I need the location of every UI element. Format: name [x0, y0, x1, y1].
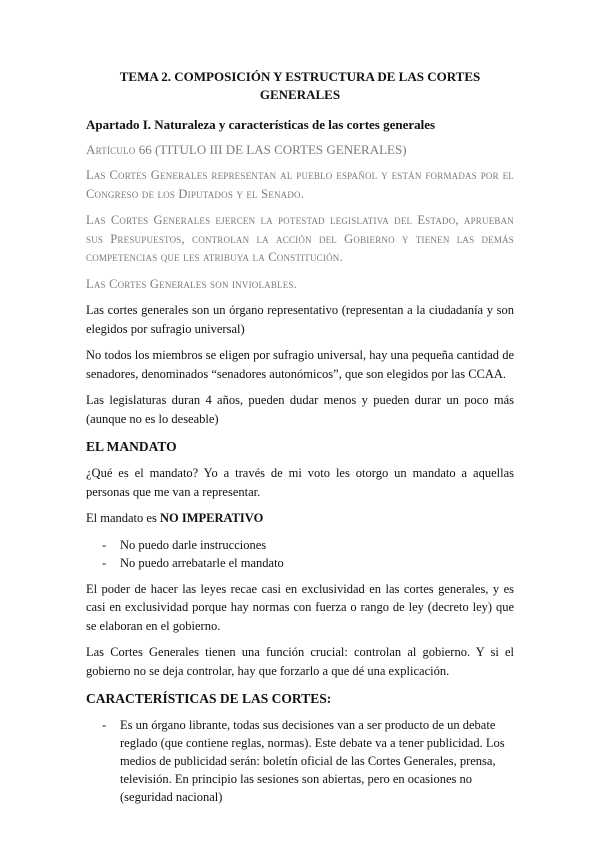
mandato-bullet-list [86, 536, 514, 572]
apartado-heading: Apartado I. Naturaleza y características de las cortes generales [86, 117, 436, 132]
mandato-after-paragraph-2: Las Cortes Generales tienen una función crucial: controlan al gobierno. Y si el gobierno no se deja controlar, hay que forzarlo a que dé una explicación. [86, 645, 514, 678]
dash-bullet-icon: - [102, 718, 107, 732]
list-item-text: No puedo arrebatarle el mandato [120, 555, 284, 570]
body-paragraph-1: Las cortes generales son un órgano representativo (representan a la ciudadanía y son elegidos por sufragio universal) [86, 303, 514, 336]
mandato-after-paragraph-1: El poder de hacer las leyes recae casi en exclusividad en las cortes generales, y es casi en exclusividad porque hay normas con fuerza o rango de ley (decreto ley) que se elaboran en el gobierno. [86, 581, 514, 633]
mandato-heading: EL MANDATO [86, 439, 177, 454]
articulo-label: Artículo [86, 142, 136, 157]
gray-paragraph-1: Las Cortes Generales representan al pueblo español y están formadas por el Congreso de los Diputados y el Senado. [86, 168, 514, 201]
list-item-text: No puedo darle instrucciones [120, 537, 267, 552]
body-paragraph-3: Las legislaturas duran 4 años, pueden dudar menos y pueden durar un poco más (aunque no es lo deseable) [86, 393, 514, 426]
articulo-heading [86, 141, 514, 158]
list-item [86, 554, 514, 572]
list-item [86, 716, 514, 806]
caracteristicas-bullet-list [86, 716, 514, 806]
caracteristicas-heading: CARACTERÍSTICAS DE LAS CORTES: [86, 691, 332, 706]
no-imperativo-bold: NO IMPERATIVO [159, 511, 264, 525]
no-imperativo-prefix: El mandato es [86, 511, 160, 525]
list-item-text: Es un órgano librante, todas sus decisiones van a ser producto de un debate reglado (que contiene reglas, normas). Este debate va a tener publicidad. Los medios de publicidad serán: boletín oficial de las Cortes Generales, prensa, televisión. En principio las sesiones son abiertas, pero en ocasiones no (seguridad nacional) [120, 718, 505, 804]
list-item [86, 536, 514, 554]
gray-paragraph-2: Las Cortes Generales ejercen la potestad legislativa del Estado, aprueban sus Presupuestos, controlan la acción del Gobierno y tienen las demás competencias que les atribuya la Constitución. [86, 213, 514, 264]
body-paragraph-2: No todos los miembros se eligen por sufragio universal, hay una pequeña cantidad de senadores, denominados “senadores autonómicos”, que son elegidos por las CCAA. [86, 348, 514, 381]
document-content [86, 68, 514, 814]
gray-paragraph-3: Las Cortes Generales son inviolables. [86, 276, 297, 291]
no-imperativo-line [86, 509, 514, 528]
articulo-rest: 66 (TITULO III DE LAS CORTES GENERALES) [135, 142, 407, 157]
page-title: TEMA 2. COMPOSICIÓN Y ESTRUCTURA DE LAS CORTES GENERALES [119, 69, 481, 102]
dash-bullet-icon: - [102, 555, 107, 570]
dash-bullet-icon: - [102, 537, 107, 552]
mandato-question: ¿Qué es el mandato? Yo a través de mi voto les otorgo un mandato a aquellas personas que me van a representar. [86, 466, 514, 499]
